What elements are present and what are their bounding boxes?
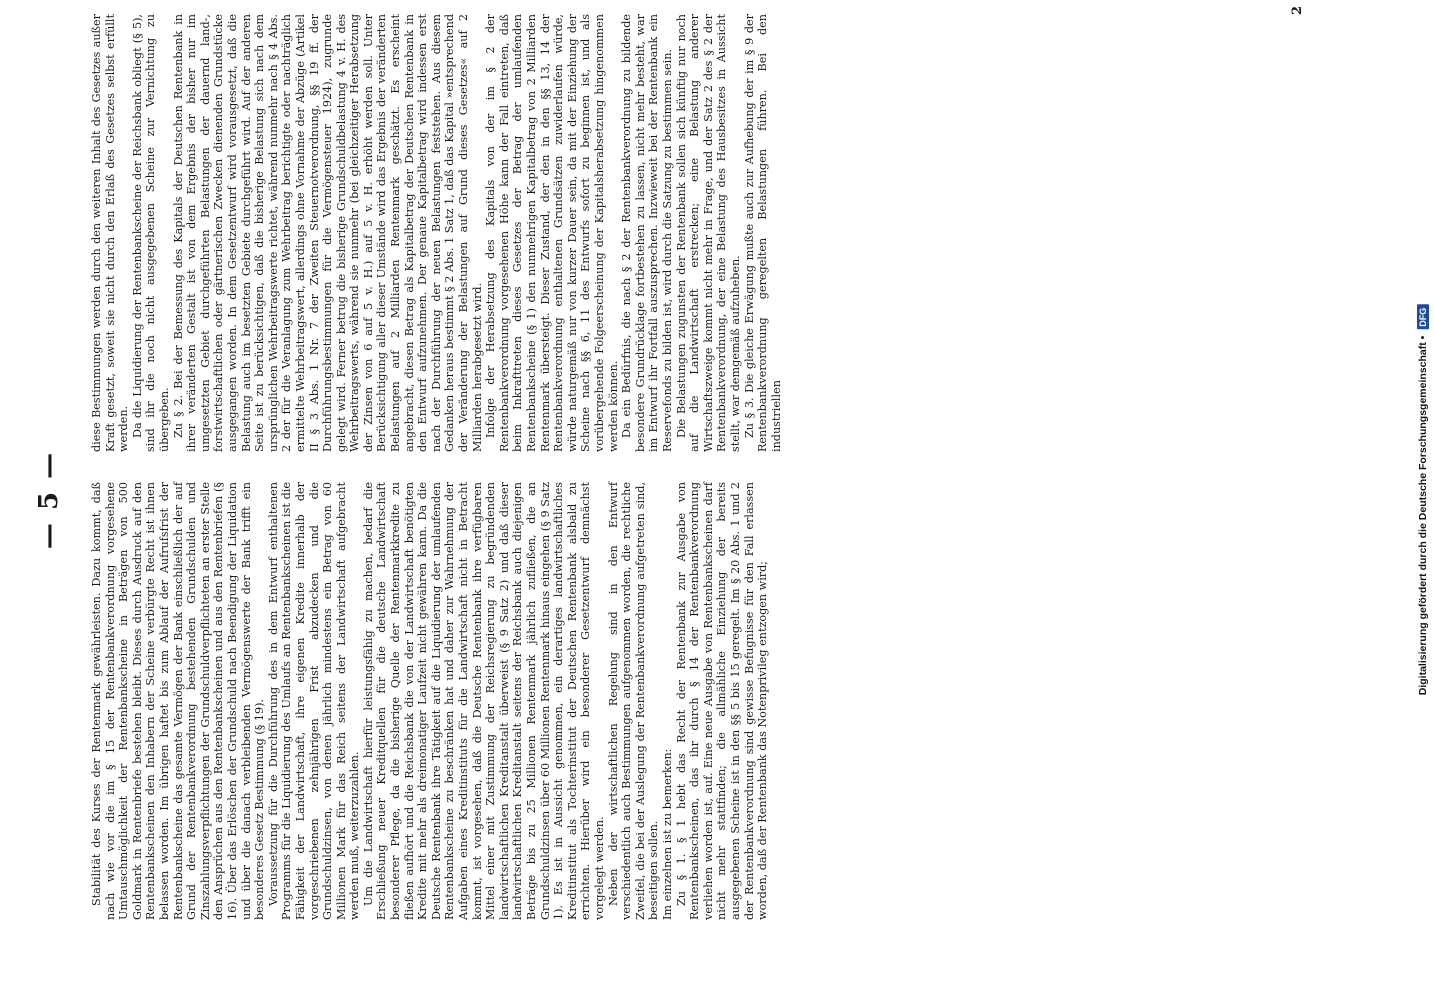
paragraph: diese Bestimmungen werden durch den weiteren Inhalt des Gesetzes außer Kraft gesetzt, soweit sie nicht durch den Erlaß des Gesetzes selbst erfüllt werden. (90, 14, 131, 452)
paragraph: Zu § 1. § 1 hebt das Recht der Rentenbank zur Ausgabe von Rentenbankscheinen, das ihr durch § 14 der Rentenbankverordnung verliehen worden ist, auf. Eine neue Ausgabe von Rentenbankscheinen darf nicht mehr stattfinden; die allmähliche Einziehung der bereits ausgegebenen Scheine ist in den §§ 5 bis 15 geregelt. Im § 20 Abs. 1 und 2 der Rentenbankverordnung sind gewisse Befugnisse für den Fall erlassen worden, daß der Rentenbank das Notenprivileg entzogen wird; (674, 482, 770, 920)
paragraph: Um die Landwirtschaft hierfür leistungsfähig zu machen, bedarf die Erschließung neuer Kreditquellen für die deutsche Landwirtschaft besonderer Pflege, da die bisherige Quelle der Rentenmarkkredite zu fließen aufhört und die Reichsbank die von der Landwirtschaft benötigten Kredite mit mehr als dreimonatiger Laufzeit nicht gewähren kann. Da die Deutsche Rentenbank ihre Tätigkeit auf die Liquidierung der umlaufenden Rentenbankscheine zu beschränken hat und daher zur Wahrnehmung der Aufgaben eines Kreditinstituts für die Landwirtschaft nicht in Betracht kommt, ist vorgesehen, daß die Deutsche Rentenbank ihre verfügbaren Mittel einer mit Zustimmung der Reichsregierung zu begründenden landwirtschaftlichen Kreditanstalt überweist (§ 9 Satz 2) und daß dieser landwirtschaftlichen Kreditanstalt seitens der Reichsbank auch diejenigen Beträge bis zu 25 Millionen Rentenmark jährlich zufließen, die an Grundschuldzinsen über 60 Millionen Rentenmark hinaus eingehen (§ 9 Satz 1). Es ist in Aussicht genommen, ein derartiges landwirtschaftliches Kreditinstitut als Tochterinstitut der Deutschen Rentenbank alsbald zu errichten. Hierüber wird ein besonderer Gesetzentwurf demnächst vorgelegt werden. (361, 482, 606, 920)
page-footer-number: 2 (1290, 5, 1305, 15)
dfg-credit-line (1412, 0, 1434, 1000)
page-header: — 5 — (34, 450, 64, 550)
right-column (90, 14, 783, 452)
paragraph: Voraussetzung für die Durchführung des in dem Entwurf enthaltenen Programms für die Liquidierung des Umlaufs an Rentenbankscheinen ist die Fähigkeit der Landwirtschaft, ihre eigenen Kredite innerhalb der vorgeschriebenen zehnjährigen Frist abzudecken und die Grundschuldzinsen, von denen jährlich mindestens ein Betrag von 60 Millionen Mark für das Reich seitens der Landwirtschaft aufgebracht werden muß, weiterzuzahlen. (266, 482, 362, 920)
paragraph: Stabilität des Kurses der Rentenmark gewährleisten. Dazu kommt, daß nach wie vor die im § 15 der Rentenbankverordnung vorgesehene Umtauschmöglichkeit der Rentenbankscheine in Beträgen von 500 Goldmark in Rentenbriefe bestehen bleibt. Dieses durch Ausdruck auf den Rentenbankscheinen den Inhabern der Scheine verbürgte Recht ist ihnen belassen worden. Im übrigen haftet bis zum Ablauf der Aufrufsfrist der Rentenbankscheine das gesamte Vermögen der Bank einschließlich der auf Grund der Rentenbankverordnung bestehenden Grundschulden und Zinszahlungsverpflichtungen der Grundschuldverpflichteten an erster Stelle den Ansprüchen aus den Rentenbankscheinen und aus den Rentenbriefen (§ 16). Über das Erlöschen der Grundschuld nach Beendigung der Liquidation und über die danach verbleibenden Vermögenswerte der Bank trifft ein besonderes Gesetz Bestimmung (§ 19). (90, 482, 267, 920)
paragraph: Da ein Bedürfnis, die nach § 2 der Rentenbankverordnung zu bildende besondere Grundrücklage fortbestehen zu lassen, nicht mehr besteht, war im Entwurf ihr Fortfall auszusprechen. Inzwieweit bei der Rentenbank ein Reservefonds zu bilden ist, wird durch die Satzung zu bestimmen sein. (620, 14, 674, 452)
paragraph: Zu § 2. Bei der Bemessung des Kapitals der Deutschen Rentenbank in ihrer veränderten Gestalt ist von dem Ergebnis der bisher nur im umgesetzten Gebiet durchgeführten Belastungen der dauernd land-, forstwirtschaftlichen oder gärtnerischen Zwecken dienenden Grundstücke ausgegangen worden. In dem Gesetzentwurf wird vorausgesetzt, daß die Belastung auch im besetzten Gebiete durchgeführt wird. Auf der anderen Seite ist zu berücksichtigen, daß die bisherige Belastung sich nach dem ursprünglichen Wehrbeitragswerte richtet, während nunmehr nach § 4 Abs. 2 der für die Veranlagung zum Wehrbeitrag berichtigte oder nachträglich ermittelte Wehrbeitragswert, allerdings ohne Vornahme der Abzüge (Artikel II § 3 Abs. 1 Nr. 7 der Zweiten Steuernotverordnung, §§ 19 ff. der Durchführungsbestimmungen für die Vermögensteuer 1924), zugrunde gelegt wird. Ferner betrug die bisherige Grundschuldbelastung 4 v. H. des Wehrbeitragswerts, während sie nunmehr (bei gleichzeitiger Herabsetzung der Zinsen von 6 auf 5 v. H.) auf 5 v. H. erhöht werden soll. Unter Berücksichtigung aller dieser Umstände wird das Ergebnis der veränderten Belastungen auf 2 Milliarden Rentenmark geschätzt. Es erscheint angebracht, diesen Betrag als Kapitalbetrag der Deutschen Rentenbank in den Entwurf aufzunehmen. Der genaue Kapitalbetrag wird indessen erst nach der Durchführung der neuen Belastungen feststehen. Aus diesem Gedanken heraus bestimmt § 2 Abs. 1 Satz 1, daß das Kapital »entsprechend der Veränderung der Belastungen auf Grund dieses Gesetzes« auf 2 Milliarden herabgesetzt wird. (171, 14, 484, 452)
credit-text: Digitalisierung gefördert durch die Deutsche Forschungsgemeinschaft • (1417, 335, 1429, 696)
dfg-logo: DFG (1417, 305, 1429, 330)
paragraph: Die Belastungen zugunsten der Rentenbank sollen sich künftig nur noch auf die Landwirtschaft erstrecken; eine Belastung anderer Wirtschaftszweige kommt nicht mehr in Frage, und der Satz 2 des § 2 der Rentenbankverordnung, der eine Belastung des Hausbesitzes in Aussicht stellt, war demgemäß aufzuheben. (674, 14, 742, 452)
paragraph: Da die Liquidierung der Rentenbankscheine der Reichsbank obliegt (§ 5), sind ihr die noch nicht ausgegebenen Scheine zur Vernichtung zu übergeben. (130, 14, 171, 452)
left-column (90, 482, 770, 920)
paragraph: Zu § 3. Die gleiche Erwägung mußte auch zur Aufhebung der im § 9 der Rentenbankverordnung geregelten Belastungen führen. Bei den industriellen (742, 14, 783, 452)
paragraph: Infolge der Herabsetzung des Kapitals von der im § 2 der Rentenbankverordnung vorgesehenen Höhe kann der Fall eintreten, daß beim Inkrafttreten dieses Gesetzes der Betrag der umlaufenden Rentenbankscheine (§ 1) den nunmehrigen Kapitalbetrag von 2 Milliarden Rentenmark übersteigt. Dieser Zustand, der den in den §§ 13, 14 der Rentenbankverordnung enthaltenen Grundsätzen zuwiderlaufen würde, würde naturgemäß nur von kurzer Dauer sein, da mit der Einziehung der Scheine nach §§ 6, 11 des Entwurfs sofort zu beginnen ist, und als vorübergehende Folgeerscheinung der Kapitalsherabsetzung hingenommen werden können. (484, 14, 620, 452)
paragraph: Neben der wirtschaftlichen Regelung sind in den Entwurf verschiedentlich auch Bestimmungen aufgenommen worden, die rechtliche Zweifel, die bei der Auslegung der Rentenbankverordnung aufgetreten sind, beseitigen sollen. (606, 482, 661, 920)
paragraph: Im einzelnen ist zu bemerken: (660, 748, 674, 920)
